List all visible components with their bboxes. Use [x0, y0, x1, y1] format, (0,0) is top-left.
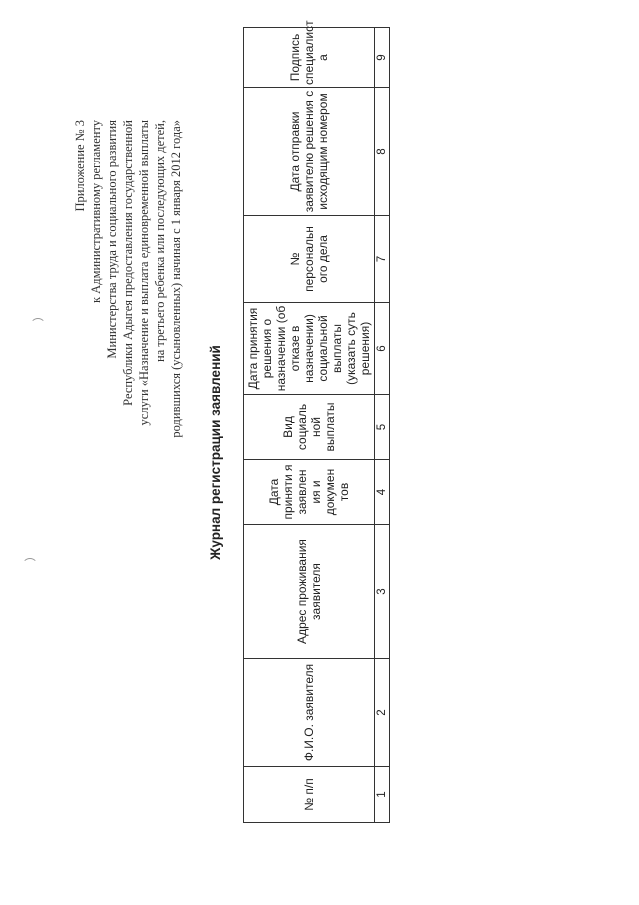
column-number-cell: 7 [375, 216, 390, 303]
scan-mark [30, 318, 46, 334]
journal-title: Журнал регистрации заявлений [208, 345, 223, 560]
header-cell-payment-type: Вид социаль ной выплаты [244, 395, 375, 460]
column-number-cell: 2 [375, 659, 390, 767]
header-cell-date-received: Дата приняти я заявлен ия и докумен тов [244, 460, 375, 525]
column-number-cell: 4 [375, 460, 390, 525]
appendix-line: услуги «Назначение и выплата единовременной выплаты [137, 120, 151, 426]
header-cell-dispatch-date: Дата отправки заявителю решения с исходящим номером [244, 88, 375, 216]
column-number-cell: 5 [375, 395, 390, 460]
column-number-cell: 1 [375, 767, 390, 823]
appendix-line: Республики Адыгея предоставления государственной [121, 120, 135, 406]
appendix-line: родившихся (усыновленных) начиная с 1 января 2012 года» [169, 120, 183, 438]
scan-mark [22, 558, 38, 574]
header-cell-case-number: № персональн ого дела [244, 216, 375, 303]
registration-table [243, 20, 390, 823]
header-cell-number: № п/п [244, 767, 375, 823]
column-number-cell: 8 [375, 88, 390, 216]
table-header-row [244, 28, 375, 823]
header-cell-name: Ф.И.О. заявителя [244, 659, 375, 767]
column-number-cell: 3 [375, 525, 390, 659]
header-cell-address: Адрес проживания заявителя [244, 525, 375, 659]
table-row [375, 28, 390, 823]
appendix-block [72, 120, 184, 640]
appendix-line: Приложение № 3 [73, 120, 87, 212]
appendix-line: на третьего ребенка или последующих детей, [153, 120, 167, 362]
header-cell-decision-date: Дата принятия решения о назначении (об отказе в назначении) социальной выплаты (указать суть решения) [244, 303, 375, 395]
appendix-line: к Административному регламенту [89, 120, 103, 304]
header-cell-signature: Подпись специалист а [244, 28, 375, 88]
appendix-line: Министерства труда и социального развития [105, 120, 119, 359]
column-number-cell: 9 [375, 28, 390, 88]
column-number-cell: 6 [375, 303, 390, 395]
